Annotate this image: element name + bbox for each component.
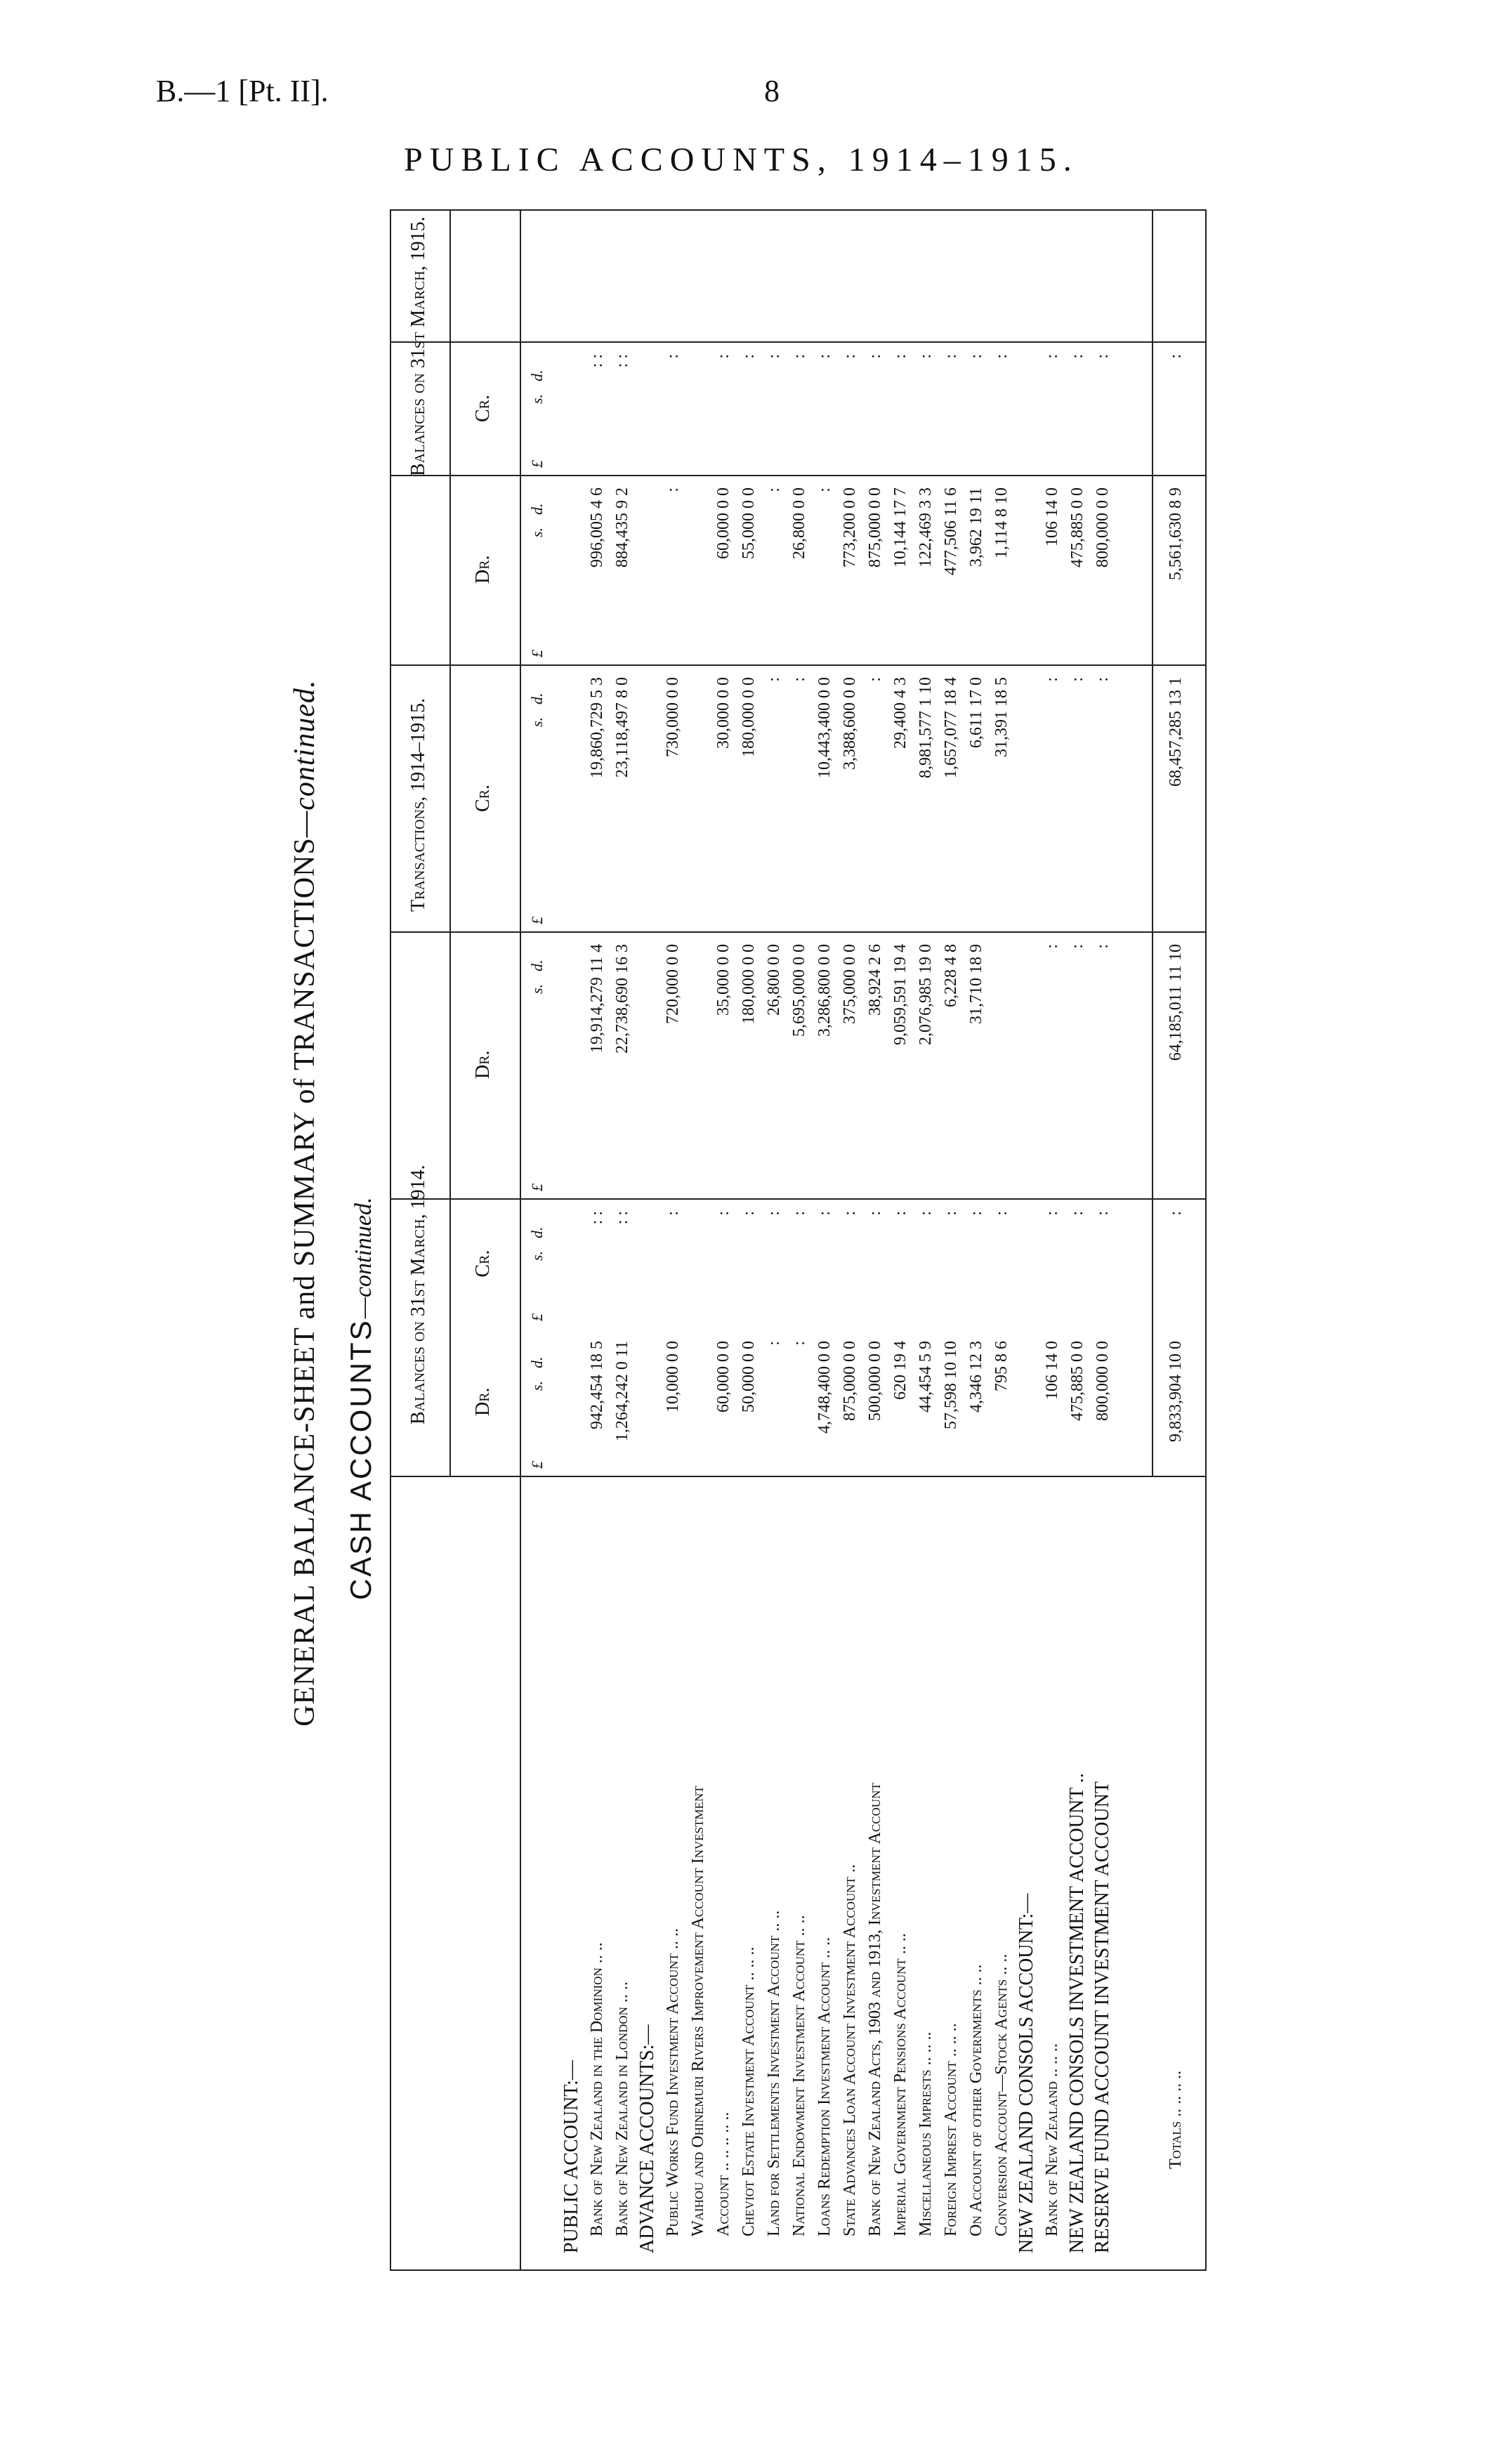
unit-mark: s. xyxy=(528,716,546,727)
col-head-cr-1: Cr. xyxy=(472,1250,494,1278)
row-label: Public Works Fund Investment Account .. .. xyxy=(664,1928,682,2236)
table-row xyxy=(1042,216,1062,2253)
table-row xyxy=(966,216,986,2253)
unit-mark: d. xyxy=(528,369,546,381)
row-value: 31,710 18 9 xyxy=(967,944,985,1024)
totals-value: 64,185,011 11 10 xyxy=(1167,944,1185,1061)
unit-mark: s. xyxy=(528,983,546,994)
row-value: : xyxy=(1043,1211,1061,1216)
row-label: Foreign Imprest Account .. .. .. xyxy=(942,2023,960,2236)
unit-mark: £ xyxy=(528,460,546,468)
totals-label: Totals .. .. .. .. xyxy=(1167,2070,1185,2169)
unit-mark: s. xyxy=(528,393,546,404)
row-label: ADVANCE ACCOUNTS:— xyxy=(636,2024,658,2253)
row-value: 10,443,400 0 0 xyxy=(815,677,834,778)
row-value: : xyxy=(1094,944,1112,949)
row-value: : xyxy=(1068,944,1086,949)
row-label: Land for Settlements Investment Account .. .. xyxy=(765,1910,783,2236)
row-value: 3,286,800 0 0 xyxy=(815,944,834,1037)
row-value: 795 8 6 xyxy=(992,1341,1011,1391)
row-value: : xyxy=(866,1211,884,1216)
unit-mark: d. xyxy=(528,503,546,515)
col-units-0 xyxy=(528,1344,546,1469)
row-value: : xyxy=(1068,677,1086,682)
col-units-2 xyxy=(528,947,546,1191)
row-value: 10,144 17 7 xyxy=(891,487,910,568)
table-row xyxy=(764,216,784,2253)
unit-mark: s. xyxy=(528,1250,546,1261)
table-row xyxy=(663,216,683,2253)
table-subtitle: CASH ACCOUNTS—continued. xyxy=(344,1197,377,1600)
row-value: 773,200 0 0 xyxy=(841,487,859,568)
row-value: : xyxy=(815,487,834,492)
row-label: RESERVE FUND ACCOUNT INVESTMENT ACCOUNT xyxy=(1091,1781,1113,2253)
row-value: : xyxy=(1068,1211,1086,1216)
row-value: 3,388,600 0 0 xyxy=(841,677,859,770)
col-units-4 xyxy=(528,490,546,657)
row-value: 875,000 0 0 xyxy=(841,1341,859,1421)
row-value: : xyxy=(664,487,682,492)
table-row xyxy=(587,216,607,2253)
row-value: : xyxy=(992,354,1011,359)
row-value: : xyxy=(1043,354,1061,359)
row-label: Conversion Account—Stock Agents .. .. xyxy=(992,1953,1011,2236)
row-value: 26,800 0 0 xyxy=(765,944,783,1016)
row-value: : xyxy=(740,1211,758,1216)
row-value: 8,981,577 1 10 xyxy=(917,677,935,778)
row-value: 942,454 18 5 xyxy=(588,1341,606,1429)
row-value: : xyxy=(917,1211,935,1216)
table-row xyxy=(688,216,708,2253)
row-value: 19,914,279 11 4 xyxy=(588,944,606,1054)
unit-mark: £ xyxy=(528,917,546,924)
row-value: : xyxy=(967,1211,985,1216)
row-label: PUBLIC ACCOUNT:— xyxy=(560,2060,582,2253)
row-label: Bank of New Zealand in London .. .. xyxy=(613,1981,631,2236)
row-value: 180,000 0 0 xyxy=(740,677,758,757)
row-value: 30,000 0 0 xyxy=(714,677,733,749)
row-value: : : xyxy=(613,354,631,368)
row-value: : xyxy=(765,487,783,492)
row-value: 180,000 0 0 xyxy=(740,944,758,1024)
col-units-5 xyxy=(528,357,546,468)
unit-mark: £ xyxy=(528,650,546,657)
row-value: : : xyxy=(588,354,606,368)
row-value: 800,000 0 0 xyxy=(1094,487,1112,568)
row-value: : xyxy=(917,354,935,359)
row-value: 106 14 0 xyxy=(1043,1341,1061,1400)
row-value: 57,598 10 10 xyxy=(942,1341,960,1429)
totals-value: : xyxy=(1167,1211,1185,1216)
row-value: : xyxy=(790,354,808,359)
row-value: 5,695,000 0 0 xyxy=(790,944,808,1037)
table-row xyxy=(789,216,809,2253)
row-value: : xyxy=(866,677,884,682)
row-value: 1,114 8 10 xyxy=(992,487,1011,559)
section-row xyxy=(562,216,582,2253)
row-value: 475,885 0 0 xyxy=(1068,1341,1086,1421)
page-reference: B.—1 [Pt. II]. xyxy=(156,74,329,108)
row-value: 475,885 0 0 xyxy=(1068,487,1086,568)
row-value: 477,506 11 6 xyxy=(942,487,960,576)
table-row xyxy=(714,216,733,2253)
row-value: : xyxy=(942,1211,960,1216)
col-head-dr-4: Dr. xyxy=(472,555,494,584)
unit-mark: s. xyxy=(528,1380,546,1391)
row-value: 375,000 0 0 xyxy=(841,944,859,1024)
row-value: 60,000 0 0 xyxy=(714,487,733,559)
row-label: Bank of New Zealand in the Dominion .. .. xyxy=(588,1942,606,2236)
table-row xyxy=(916,216,935,2253)
row-value: 2,076,985 19 0 xyxy=(917,944,935,1045)
row-value: : xyxy=(1043,944,1061,949)
row-label: Waihou and Ohinemuri Rivers Improvement Account Investment xyxy=(689,1785,707,2236)
row-value: : xyxy=(740,354,758,359)
row-value: : xyxy=(1094,677,1112,682)
row-value: 4,346 12 3 xyxy=(967,1341,985,1413)
row-label: Account .. .. .. .. .. xyxy=(714,2111,733,2236)
totals-value: 9,833,904 10 0 xyxy=(1167,1341,1185,1442)
row-value: : xyxy=(967,354,985,359)
row-value: 19,860,729 5 3 xyxy=(588,677,606,778)
row-value: 875,000 0 0 xyxy=(866,487,884,568)
col-head-dr-2: Dr. xyxy=(472,1050,494,1079)
row-label: National Endowment Investment Account .. .. xyxy=(790,1915,808,2236)
row-value: : xyxy=(765,1341,783,1346)
unit-mark: d. xyxy=(528,1226,546,1238)
col-head-cr-3: Cr. xyxy=(472,784,494,812)
unit-mark: s. xyxy=(528,527,546,537)
unit-mark: £ xyxy=(528,1184,546,1191)
row-value: 4,748,400 0 0 xyxy=(815,1341,834,1434)
row-value: 38,924 2 6 xyxy=(866,944,884,1016)
row-label: Bank of New Zealand Acts, 1903 and 1913, Investment Account xyxy=(866,1783,884,2236)
row-value: 22,738,690 16 3 xyxy=(613,944,631,1054)
row-value: 60,000 0 0 xyxy=(714,1341,733,1413)
group-head-1914: Balances on 31st March, 1914. xyxy=(407,1165,429,1424)
row-value: : xyxy=(841,354,859,359)
row-value: : xyxy=(664,354,682,359)
row-label: Bank of New Zealand .. .. .. xyxy=(1043,2043,1061,2236)
col-head-dr-0: Dr. xyxy=(472,1387,494,1416)
row-value: : xyxy=(866,354,884,359)
row-value: 3,962 19 11 xyxy=(967,487,985,568)
row-value: : xyxy=(942,354,960,359)
row-value: 106 14 0 xyxy=(1043,487,1061,546)
unit-mark: d. xyxy=(528,959,546,971)
totals-value: 5,561,630 8 9 xyxy=(1167,487,1185,580)
row-value: : : xyxy=(588,1211,606,1225)
row-label: NEW ZEALAND CONSOLS INVESTMENT ACCOUNT .. xyxy=(1066,1773,1088,2253)
group-head-1915: Balances on 31st March, 1915. xyxy=(407,216,429,476)
row-value: : xyxy=(790,677,808,682)
row-label: NEW ZEALAND CONSOLS ACCOUNT:— xyxy=(1016,1893,1037,2253)
table-row xyxy=(891,216,910,2253)
row-label: Imperial Government Pensions Account .. .. xyxy=(891,1933,910,2236)
page-title: PUBLIC ACCOUNTS, 1914–1915. xyxy=(404,141,1079,178)
section-row xyxy=(1068,216,1087,2253)
row-value: : xyxy=(714,1211,733,1216)
row-value: : xyxy=(790,1211,808,1216)
row-value: 50,000 0 0 xyxy=(740,1341,758,1413)
table-row xyxy=(815,216,834,2253)
unit-mark: d. xyxy=(528,693,546,705)
totals-value: 68,457,285 13 1 xyxy=(1167,677,1185,787)
row-value: : xyxy=(790,1341,808,1346)
row-value: : xyxy=(765,1211,783,1216)
row-value: 55,000 0 0 xyxy=(740,487,758,559)
row-value: 800,000 0 0 xyxy=(1094,1341,1112,1421)
totals-row xyxy=(1166,216,1186,2253)
row-value: 884,435 9 2 xyxy=(613,487,631,568)
row-value: 35,000 0 0 xyxy=(714,944,733,1016)
row-value: : xyxy=(1094,1211,1112,1216)
row-value: : : xyxy=(613,1211,631,1225)
row-value: 122,469 3 3 xyxy=(917,487,935,568)
table-row xyxy=(941,216,961,2253)
row-value: 730,000 0 0 xyxy=(664,677,682,757)
row-value: : xyxy=(1043,677,1061,682)
row-value: 996,005 4 6 xyxy=(588,487,606,568)
group-head-transactions: Transactions, 1914–1915. xyxy=(407,697,429,912)
unit-mark: d. xyxy=(528,1356,546,1368)
row-label: Loans Redemption Investment Account .. .. xyxy=(815,1937,834,2236)
section-row xyxy=(1093,216,1112,2253)
row-value: : xyxy=(714,354,733,359)
row-value: : xyxy=(815,1211,834,1216)
row-value: 500,000 0 0 xyxy=(866,1341,884,1421)
row-value: 9,059,591 19 4 xyxy=(891,944,910,1045)
row-label: On Account of other Governments .. .. xyxy=(967,1964,985,2236)
row-value: 6,611 17 0 xyxy=(967,677,985,749)
table-row xyxy=(992,216,1011,2253)
row-label: Miscellaneous Imprests .. .. .. xyxy=(917,2031,935,2236)
row-value: 23,118,497 8 0 xyxy=(613,677,631,778)
table-row xyxy=(739,216,759,2253)
row-value: : xyxy=(664,1211,682,1216)
row-value: : xyxy=(891,1211,910,1216)
row-value: 1,657,077 18 4 xyxy=(942,677,960,778)
section-row xyxy=(638,216,657,2253)
row-value: : xyxy=(841,1211,859,1216)
row-value: 26,800 0 0 xyxy=(790,487,808,559)
table-main-title: GENERAL BALANCE-SHEET and SUMMARY of TRANSACTIONS—continued. xyxy=(289,679,321,1726)
row-value: : xyxy=(1068,354,1086,359)
row-value: 31,391 18 5 xyxy=(992,677,1011,757)
row-value: : xyxy=(992,1211,1011,1216)
row-label: Cheviot Estate Investment Account .. .. .. xyxy=(740,1946,758,2236)
row-value: : xyxy=(891,354,910,359)
unit-mark: £ xyxy=(528,1313,546,1321)
row-value: : xyxy=(815,354,834,359)
row-value: 1,264,242 0 11 xyxy=(613,1341,631,1442)
col-units-3 xyxy=(528,680,546,924)
page-number: 8 xyxy=(764,74,780,108)
row-value: 29,400 4 3 xyxy=(891,677,910,749)
row-value: 44,454 5 9 xyxy=(917,1341,935,1413)
col-head-cr-5: Cr. xyxy=(472,394,494,422)
unit-mark: £ xyxy=(528,1461,546,1469)
row-value: : xyxy=(1094,354,1112,359)
row-value: 720,000 0 0 xyxy=(664,944,682,1024)
row-value: 6,228 4 8 xyxy=(942,944,960,1007)
row-value: 620 19 4 xyxy=(891,1341,910,1400)
totals-value: : xyxy=(1167,354,1185,359)
table-row xyxy=(612,216,632,2253)
col-units-1 xyxy=(528,1214,546,1321)
section-row xyxy=(1017,216,1037,2253)
row-value: : xyxy=(765,354,783,359)
row-label: State Advances Loan Account Investment Account .. xyxy=(841,1864,859,2236)
row-value: : xyxy=(765,677,783,682)
table-row xyxy=(840,216,860,2253)
row-value: 10,000 0 0 xyxy=(664,1341,682,1413)
table-row xyxy=(865,216,885,2253)
